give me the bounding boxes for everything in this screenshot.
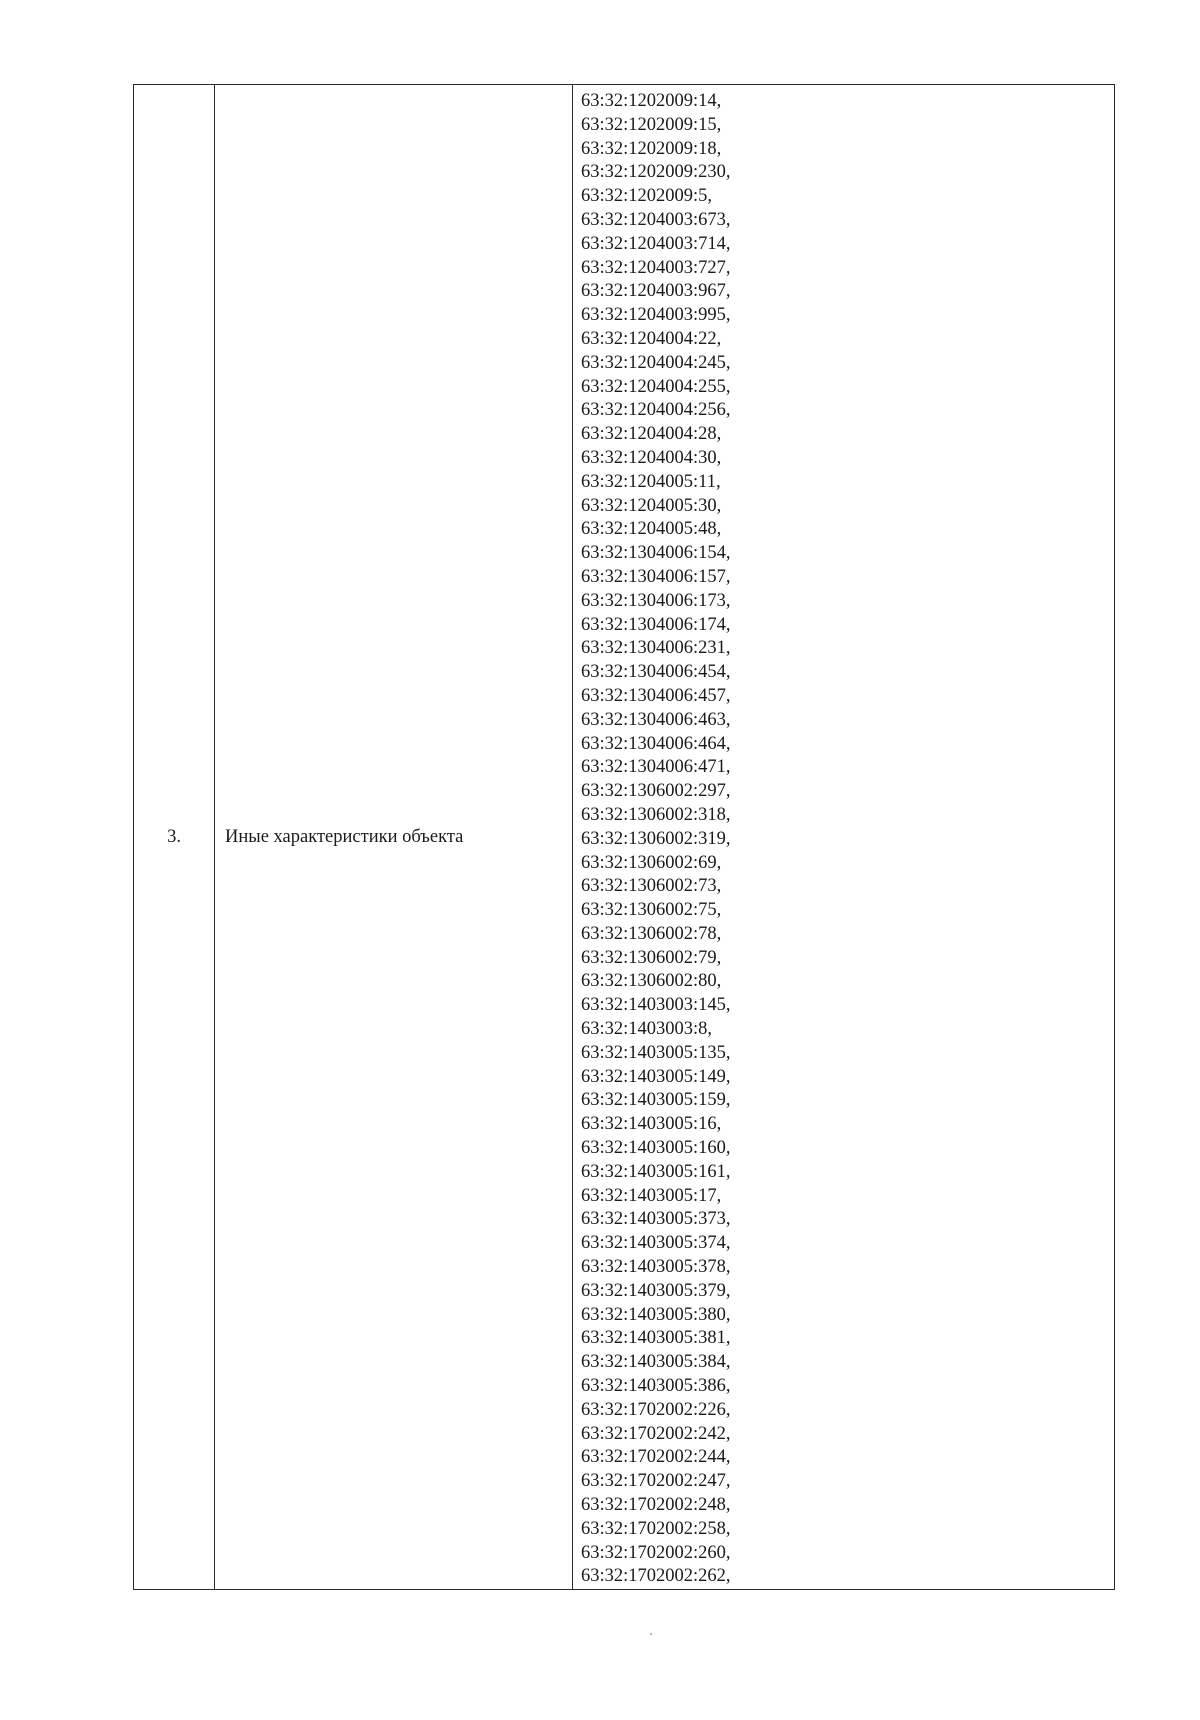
list-item: 63:32:1204004:245, <box>581 352 731 373</box>
list-item: 63:32:1306002:75, <box>581 900 722 921</box>
row-name: Иные характеристики объекта <box>225 826 464 847</box>
list-item: 63:32:1304006:173, <box>581 590 731 611</box>
document-table <box>133 84 1115 1590</box>
table-row <box>134 85 1115 1590</box>
list-item: 63:32:1204004:30, <box>581 447 722 468</box>
list-item: 63:32:1403005:17, <box>581 1185 722 1206</box>
list-item: 63:32:1702002:262, <box>581 1566 731 1587</box>
list-item: 63:32:1204005:48, <box>581 519 722 540</box>
list-item: 63:32:1304006:457, <box>581 685 731 706</box>
list-item: 63:32:1306002:79, <box>581 947 722 968</box>
list-item: 63:32:1204004:28, <box>581 424 722 445</box>
list-item: 63:32:1306002:73, <box>581 876 722 897</box>
list-item: 63:32:1204003:673, <box>581 209 731 230</box>
list-item: 63:32:1306002:78, <box>581 923 722 944</box>
list-item: 63:32:1204003:714, <box>581 233 731 254</box>
list-item: 63:32:1403005:380, <box>581 1304 731 1325</box>
list-item: 63:32:1306002:318, <box>581 804 731 825</box>
list-item: 63:32:1204003:727, <box>581 257 731 278</box>
list-item: 63:32:1403005:373, <box>581 1209 731 1230</box>
list-item: 63:32:1204005:30, <box>581 495 722 516</box>
list-item: 63:32:1702002:242, <box>581 1423 731 1444</box>
list-item: 63:32:1306002:319, <box>581 828 731 849</box>
list-item: 63:32:1304006:464, <box>581 733 731 754</box>
row-values-cell <box>573 85 1115 1590</box>
scan-speck <box>650 1633 652 1635</box>
list-item: 63:32:1403005:381, <box>581 1328 731 1349</box>
list-item: 63:32:1403003:8, <box>581 1019 713 1040</box>
list-item: 63:32:1702002:260, <box>581 1542 731 1563</box>
list-item: 63:32:1204004:255, <box>581 376 731 397</box>
list-item: 63:32:1702002:226, <box>581 1399 731 1420</box>
list-item: 63:32:1204004:22, <box>581 328 722 349</box>
list-item: 63:32:1304006:231, <box>581 638 731 659</box>
list-item: 63:32:1403005:378, <box>581 1257 731 1278</box>
list-item: 63:32:1403005:159, <box>581 1090 731 1111</box>
row-name-cell <box>215 85 573 1590</box>
list-item: 63:32:1702002:247, <box>581 1471 731 1492</box>
list-item: 63:32:1204003:967, <box>581 281 731 302</box>
list-item: 63:32:1202009:14, <box>581 91 722 111</box>
list-item: 63:32:1204004:256, <box>581 400 731 421</box>
row-number: 3. <box>167 826 181 847</box>
list-item: 63:32:1202009:5, <box>581 186 713 207</box>
list-item: 63:32:1702002:248, <box>581 1495 731 1516</box>
list-item: 63:32:1403005:161, <box>581 1161 731 1182</box>
list-item: 63:32:1403005:16, <box>581 1114 722 1135</box>
list-item: 63:32:1304006:157, <box>581 566 731 587</box>
list-item: 63:32:1304006:454, <box>581 662 731 683</box>
list-item: 63:32:1403005:386, <box>581 1376 731 1397</box>
list-item: 63:32:1403005:374, <box>581 1233 731 1254</box>
row-number-cell <box>134 85 215 1590</box>
list-item: 63:32:1403003:145, <box>581 995 731 1016</box>
list-item: 63:32:1403005:149, <box>581 1066 731 1087</box>
list-item: 63:32:1403005:384, <box>581 1352 731 1373</box>
list-item: 63:32:1403005:135, <box>581 1042 731 1063</box>
list-item: 63:32:1306002:69, <box>581 852 722 873</box>
list-item: 63:32:1204003:995, <box>581 305 731 326</box>
list-item: 63:32:1202009:18, <box>581 138 722 159</box>
list-item: 63:32:1304006:154, <box>581 543 731 564</box>
list-item: 63:32:1306002:80, <box>581 971 722 992</box>
list-item: 63:32:1403005:379, <box>581 1280 731 1301</box>
list-item: 63:32:1202009:230, <box>581 162 731 183</box>
list-item: 63:32:1304006:174, <box>581 614 731 635</box>
list-item: 63:32:1202009:15, <box>581 114 722 135</box>
list-item: 63:32:1403005:160, <box>581 1138 731 1159</box>
list-item: 63:32:1204005:11, <box>581 471 721 492</box>
list-item: 63:32:1304006:471, <box>581 757 731 778</box>
list-item: 63:32:1306002:297, <box>581 781 731 802</box>
cadastral-number-list <box>581 90 1114 1589</box>
list-item: 63:32:1702002:258, <box>581 1518 731 1539</box>
list-item: 63:32:1702002:244, <box>581 1447 731 1468</box>
list-item: 63:32:1304006:463, <box>581 709 731 730</box>
